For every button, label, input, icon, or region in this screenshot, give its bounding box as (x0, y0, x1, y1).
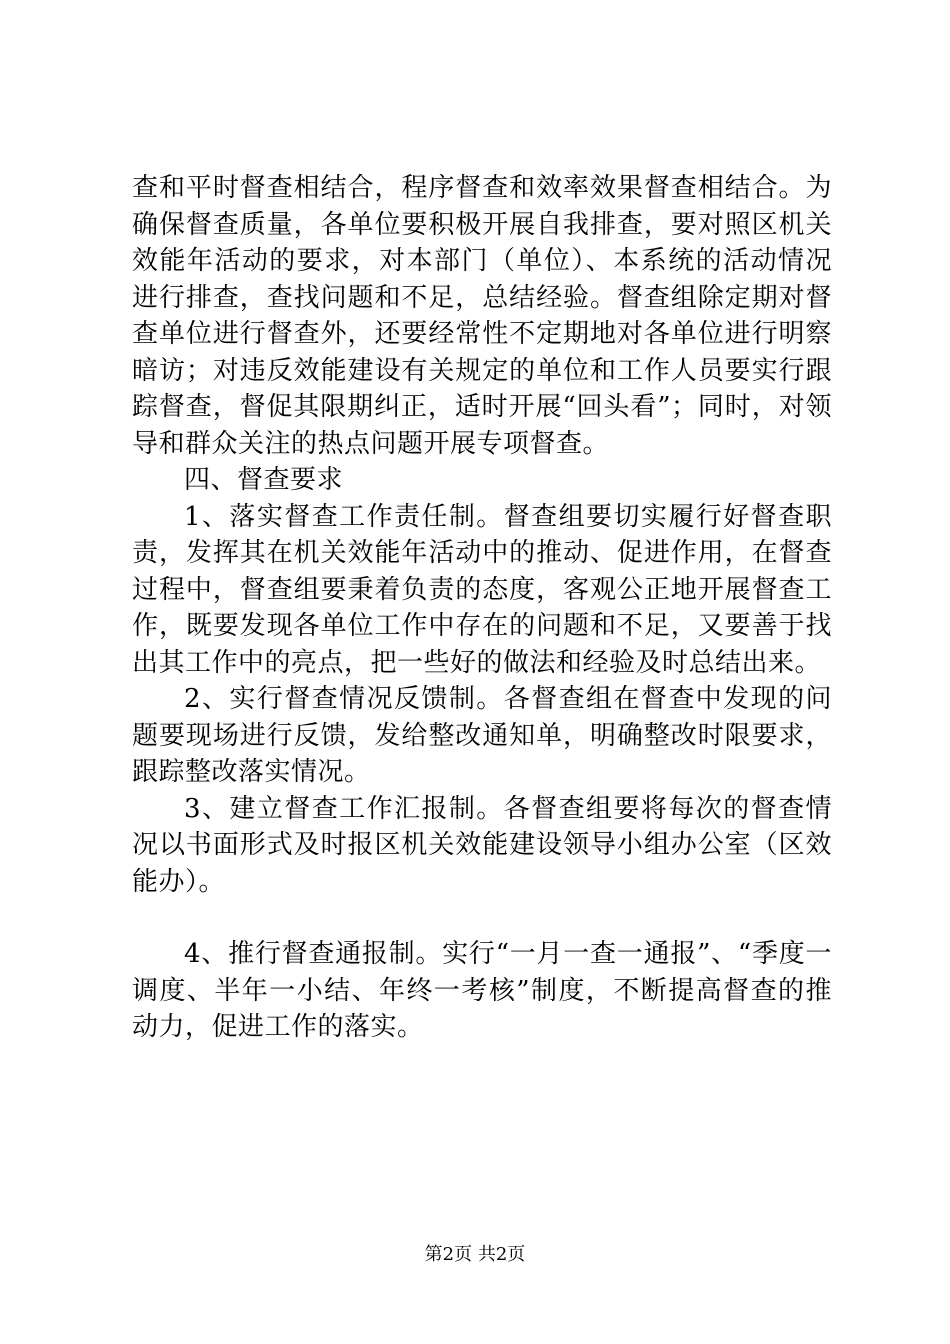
paragraph-item-2: 2、实行督查情况反馈制。各督查组在督查中发现的问题要现场进行反馈，发给整改通知单，明确整改时限要求，跟踪整改落实情况。 (132, 684, 832, 787)
paragraph-item-4: 4、推行督查通报制。实行“一月一查一通报”、“季度一调度、半年一小结、年终一考核”制度，不断提高督查的推动力，促进工作的落实。 (132, 939, 832, 1042)
paragraph-continued: 查和平时督查相结合，程序督查和效率效果督查相结合。为确保督查质量，各单位要积极开展自我排查，要对照区机关效能年活动的要求，对本部门（单位）、本系统的活动情况进行排查，查找问题和不足，总结经验。督查组除定期对督查单位进行督查外，还要经常性不定期地对各单位进行明察暗访；对违反效能建设有关规定的单位和工作人员要实行跟踪督查，督促其限期纠正，适时开展“回头看”；同时，对领导和群众关注的热点问题开展专项督查。 (132, 173, 832, 459)
page-number-footer: 第2页 共2页 (424, 1244, 526, 1265)
paragraph-item-3: 3、建立督查工作汇报制。各督查组要将每次的督查情况以书面形式及时报区机关效能建设领导小组办公室（区效能办）。 (132, 793, 832, 897)
paragraph-item-1: 1、落实督查工作责任制。督查组要切实履行好督查职责，发挥其在机关效能年活动中的推动、促进作用，在督查过程中，督查组要秉着负责的态度，客观公正地开展督查工作，既要发现各单位工作中存在的问题和不足，又要善于找出其工作中的亮点，把一些好的做法和经验及时总结出来。 (132, 501, 832, 678)
section-heading: 四、督查要求 (184, 465, 344, 495)
document-body (132, 170, 832, 1046)
